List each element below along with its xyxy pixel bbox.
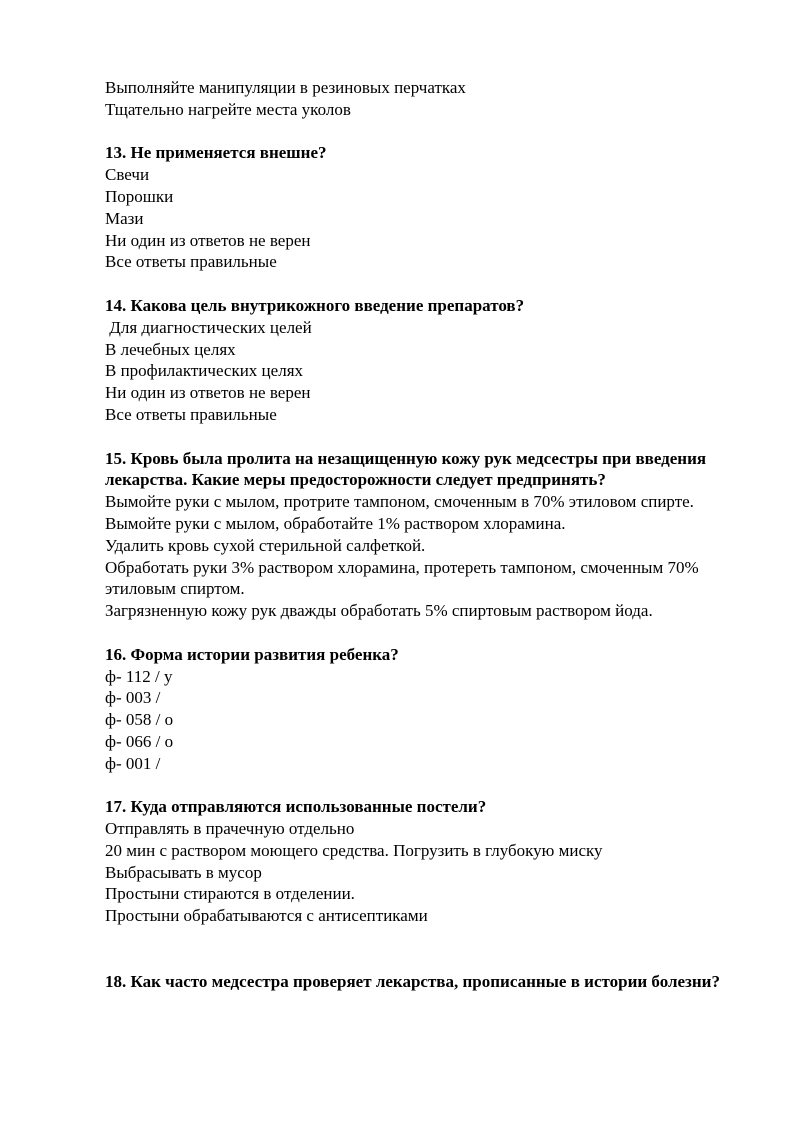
answer-option: ф- 112 / у	[105, 666, 173, 686]
intro-line: Тщательно нагрейте места уколов	[105, 99, 351, 119]
spacer	[105, 426, 735, 448]
answer-option: Простыни обрабатываются с антисептиками	[105, 906, 428, 926]
answer-option: Удалить кровь сухой стерильной салфеткой.	[105, 535, 426, 555]
question-16	[105, 644, 735, 775]
answer-option: 20 мин с раствором моющего средства. Погрузить в глубокую миску	[105, 840, 603, 860]
answer-option: Вымойте руки с мылом, протрите тампоном, смоченным в 70% этиловом спирте.	[105, 492, 694, 512]
answer-option: Все ответы правильные	[105, 252, 277, 272]
document-page	[105, 77, 735, 992]
answer-option: Свечи	[105, 165, 150, 185]
answer-option: Ни один из ответов не верен	[105, 230, 311, 250]
question-15	[105, 448, 735, 622]
answer-option: Ни один из ответов не верен	[105, 383, 311, 403]
answer-option: ф- 058 / о	[105, 710, 174, 730]
answer-option: ф- 066 / о	[105, 731, 174, 751]
question-title: 17. Куда отправляются использованные постели?	[105, 797, 487, 817]
answer-option: Все ответы правильные	[105, 404, 277, 424]
answer-option: Порошки	[105, 186, 174, 206]
answer-option: В лечебных целях	[105, 339, 236, 359]
answer-option: В профилактических целях	[105, 361, 304, 381]
question-18	[105, 971, 735, 993]
question-17	[105, 796, 735, 927]
answer-option: Для диагностических целей	[105, 317, 312, 337]
answer-option: Отправлять в прачечную отдельно	[105, 819, 355, 839]
question-title: 15. Кровь была пролита на незащищенную кожу рук медсестры при введения лекарства. Какие меры предосторожности следует предпринять?	[105, 448, 707, 490]
answer-option: Вымойте руки с мылом, обработайте 1% раствором хлорамина.	[105, 513, 566, 533]
answer-option: ф- 001 /	[105, 753, 161, 773]
intro-block	[105, 77, 735, 121]
spacer	[105, 121, 735, 143]
answer-option: ф- 003 /	[105, 688, 161, 708]
answer-option: Мази	[105, 208, 144, 228]
question-title: 13. Не применяется внешне?	[105, 143, 327, 163]
question-13	[105, 142, 735, 273]
question-14	[105, 295, 735, 426]
intro-line: Выполняйте манипуляции в резиновых перчатках	[105, 78, 466, 97]
question-title: 16. Форма истории развития ребенка?	[105, 644, 399, 664]
spacer	[105, 775, 735, 797]
question-title: 18. Как часто медсестра проверяет лекарства, прописанные в истории болезни?	[105, 971, 720, 991]
spacer	[105, 622, 735, 644]
spacer	[105, 927, 735, 971]
spacer	[105, 273, 735, 295]
answer-option: Простыни стираются в отделении.	[105, 884, 355, 904]
answer-option: Обработать руки 3% раствором хлорамина, протереть тампоном, смоченным 70% этиловым спиртом.	[105, 557, 703, 599]
question-title: 14. Какова цель внутрикожного введение препаратов?	[105, 295, 525, 315]
answer-option: Загрязненную кожу рук дважды обработать 5% спиртовым раствором йода.	[105, 601, 653, 621]
answer-option: Выбрасывать в мусор	[105, 862, 262, 882]
